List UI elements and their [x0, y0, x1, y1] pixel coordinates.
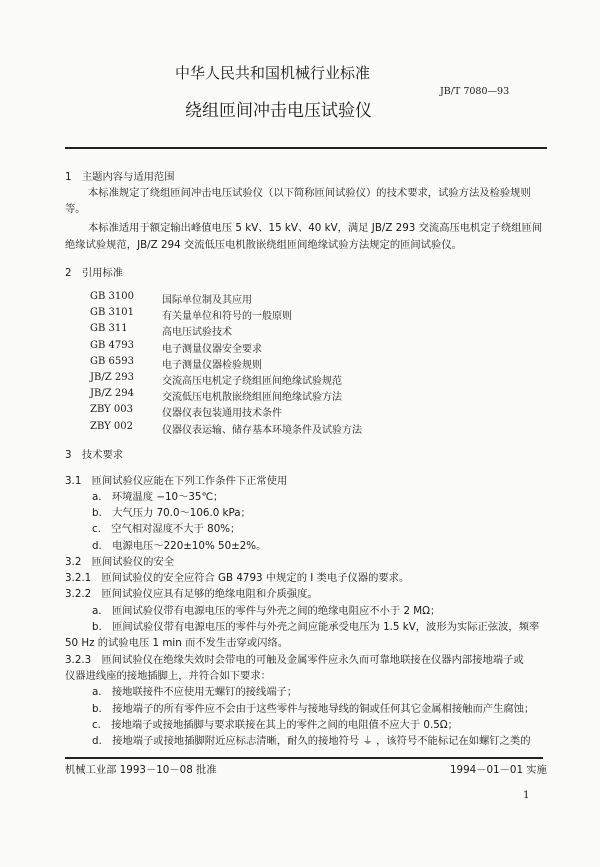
document-title: 绕组匝间冲击电压试验仪: [185, 101, 372, 121]
ref-title: 仪器仪表包装通用技术条件: [162, 408, 282, 419]
list-item: a. 接地联接件不应使用无螺钉的接线端子；: [92, 686, 298, 698]
ref-code: GB 6593: [90, 356, 134, 367]
ref-title: 有关量单位和符号的一般原则: [162, 311, 292, 322]
list-item-continuation: 50 Hz 的试验电压 1 min 而不发生击穿或闪络。: [65, 637, 289, 649]
ref-title: 交流低压电机散嵌绕组匝间绝缘试验方法: [162, 392, 342, 403]
list-item: d. 接地端子或接地插脚附近应标志清晰，耐久的接地符号 ⏚ ，该符号不能标记在如螺钉之类的: [92, 735, 531, 747]
ref-code: GB 3100: [90, 291, 134, 302]
list-item: c. 接地端子或接地插脚与要求联接在其上的零件之间的电阻值不应大于 0.5Ω；: [92, 719, 458, 731]
ref-title: 电子测量仪器检验规则: [162, 360, 262, 371]
footer-rule: [65, 757, 543, 759]
list-item: d. 电源电压～220±10% 50±2%。: [92, 540, 267, 552]
clause-3-2-1: 3.2.1 匝间试验仪的安全应符合 GB 4793 中规定的 I 类电子仪器的要求。: [65, 572, 410, 584]
ref-title: 交流高压电机定子绕组匝间绝缘试验规范: [162, 376, 342, 387]
ref-code: GB 311: [90, 323, 128, 334]
page-number: 1: [523, 789, 530, 801]
paragraph: 本标准规定了绕组匝间冲击电压试验仪（以下简称匝间试验仪）的技术要求，试验方法及检验规则: [88, 187, 531, 199]
paragraph: 等。: [65, 203, 86, 215]
ref-title: 电子测量仪器安全要求: [162, 344, 262, 355]
paragraph: 本标准适用于额定输出峰值电压 5 kV、15 kV、40 kV，满足 JB/Z 293 交流高压电机定子绕组匝间: [88, 222, 543, 234]
ref-title: 国际单位制及其应用: [162, 295, 252, 306]
paragraph: 绝缘试验规范，JB/Z 294 交流低压电机散嵌绕组匝间绝缘试验方法规定的匝间试验仪。: [65, 239, 462, 251]
approval-date: 机械工业部 1993－10－08 批准: [65, 764, 217, 776]
ref-code: ZBY 003: [90, 404, 133, 415]
list-item: c. 空气相对湿度不大于 80%；: [92, 523, 241, 535]
clause-3-2-3-continuation: 仪器进线座的接地插脚上，并符合如下要求：: [65, 670, 271, 682]
list-item: a. 环境温度 −10～35℃；: [92, 491, 224, 503]
section-3-heading: 3 技术要求: [65, 449, 124, 461]
header-rule: [65, 147, 547, 149]
ref-code: JB/Z 293: [90, 372, 134, 383]
list-item: b. 匝间试验仪带有电源电压的零件与外壳之间应能承受电压为 1.5 kV，波形为实际正弦波，频率: [92, 621, 540, 633]
ref-code: GB 3101: [90, 307, 134, 318]
ref-code: ZBY 002: [90, 421, 133, 432]
section-2-heading: 2 引用标准: [65, 267, 124, 279]
list-item: a. 匝间试验仪带有电源电压的零件与外壳之间的绝缘电阻应不小于 2 MΩ；: [92, 605, 441, 617]
ref-title: 高电压试验技术: [162, 327, 232, 338]
ref-code: JB/Z 294: [90, 388, 134, 399]
effective-date: 1994－01－01 实施: [450, 764, 547, 776]
org-title: 中华人民共和国机械行业标准: [175, 64, 371, 82]
section-1-heading: 1 主题内容与适用范围: [65, 171, 175, 183]
clause-3-2-3: 3.2.3 匝间试验仪在绝缘失效时会带电的可触及金属零件应永久而可靠地联接在仪器内部接地端子或: [65, 654, 524, 666]
ref-title: 仪器仪表运输、储存基本环境条件及试验方法: [162, 425, 362, 436]
clause-3-2-2: 3.2.2 匝间试验仪应具有足够的绝缘电阻和介质强度。: [65, 588, 318, 600]
clause-3-1: 3.1 匝间试验仪应能在下列工作条件下正常使用: [65, 475, 288, 487]
ref-code: GB 4793: [90, 340, 134, 351]
list-item: b. 大气压力 70.0～106.0 kPa；: [92, 507, 251, 519]
list-item: b. 接地端子的所有零件应不会由于这些零件与接地导线的铜或任何其它金属相接触而产生腐蚀；: [92, 703, 535, 715]
clause-3-2: 3.2 匝间试验仪的安全: [65, 556, 175, 568]
standard-number: JB/T 7080—93: [440, 86, 510, 97]
